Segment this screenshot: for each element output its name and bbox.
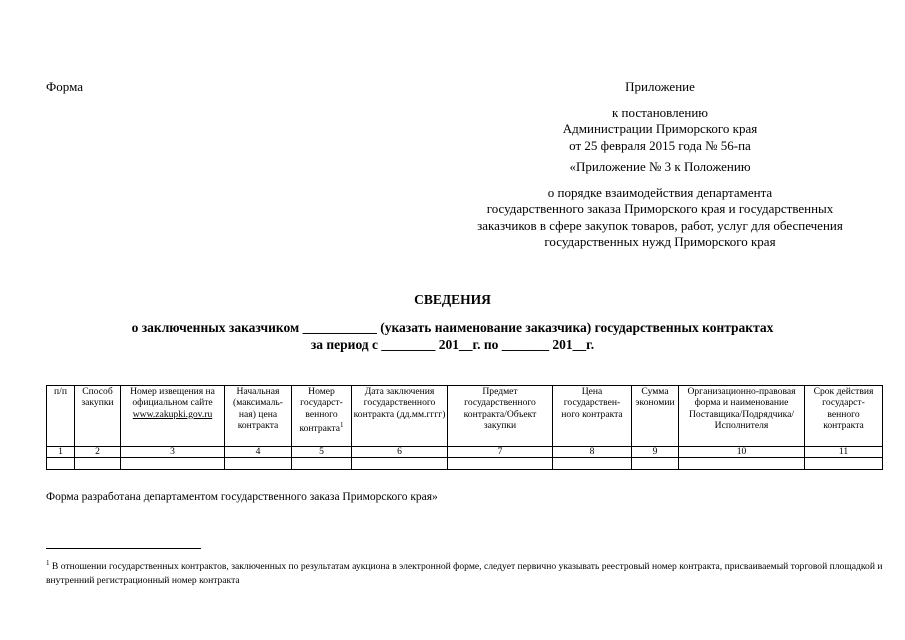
zakupki-link[interactable]: www.zakupki.gov.ru <box>132 408 213 420</box>
column-number: 7 <box>448 447 553 458</box>
appendix-line: государственных нужд Приморского края <box>544 234 776 249</box>
column-header: Сумма экономии <box>632 386 679 447</box>
column-header: Цена государствен- ного контракта <box>553 386 632 447</box>
table-cell <box>553 458 632 470</box>
column-number: 6 <box>352 447 448 458</box>
column-header-text: Номер государст- венного контракта <box>299 386 343 435</box>
appendix-line: Администрации Приморского края <box>562 121 758 136</box>
column-header: Срок действия государст- венного контракта <box>805 386 883 447</box>
column-number: 9 <box>632 447 679 458</box>
table-cell <box>75 458 121 470</box>
table-cell <box>805 458 883 470</box>
footnote <box>46 556 891 588</box>
table-cell <box>352 458 448 470</box>
column-number: 1 <box>47 447 75 458</box>
column-header: Дата заключения государственного контракта (дд.мм.гггг) <box>352 386 448 447</box>
column-header: Начальная (максималь- ная) цена контракта <box>225 386 292 447</box>
table-cell <box>679 458 805 470</box>
document-title: СВЕДЕНИЯ <box>414 292 491 307</box>
table-cell <box>47 458 75 470</box>
appendix-line: о порядке взаимодействия департамента <box>547 184 773 200</box>
column-number: 2 <box>75 447 121 458</box>
appendix-line: от 25 февраля 2015 года № 56-па <box>569 137 751 153</box>
column-number: 10 <box>679 447 805 458</box>
footnote-text: В отношении государственных контрактов, заключенных по результатам аукциона в электронной форме, следует первично указывать реестровый номер контракта, присваиваемый торговой площадкой и внутренний регистрационный номер контракта <box>46 561 883 587</box>
form-label: Форма <box>46 79 83 94</box>
contracts-table <box>46 385 883 470</box>
table-cell <box>225 458 292 470</box>
column-header: п/п <box>47 386 75 447</box>
column-header <box>292 386 352 447</box>
column-header: Способ закупки <box>75 386 121 447</box>
column-number: 3 <box>121 447 225 458</box>
table-empty-row <box>47 458 883 470</box>
column-number: 11 <box>805 447 883 458</box>
column-header: Организационно-правовая форма и наименование Поставщика/Подрядчика/ Исполнителя <box>679 386 805 447</box>
form-note: Форма разработана департаментом государственного заказа Приморского края» <box>46 491 438 503</box>
table-header-row <box>47 386 883 447</box>
footnote-mark: 1 <box>46 559 50 567</box>
footnote-ref: 1 <box>340 420 344 429</box>
appendix-line: государственного заказа Приморского края и государственных <box>486 201 834 216</box>
column-number: 5 <box>292 447 352 458</box>
document-subtitle: о заключенных заказчиком ___________ (указать наименование заказчика) государственных контрактах <box>131 320 774 335</box>
table-number-row <box>47 447 883 458</box>
document-period: за период с ________ 201__г. по _______ 201__г. <box>310 337 595 352</box>
table-cell <box>448 458 553 470</box>
footnote-divider <box>46 548 201 549</box>
appendix-title: Приложение <box>625 79 695 94</box>
appendix-line: к постановлению <box>611 104 709 120</box>
column-header-text: Номер извещения на официальном сайте <box>130 386 215 409</box>
column-header: Предмет государственного контракта/Объект закупки <box>448 386 553 447</box>
table-cell <box>632 458 679 470</box>
column-header <box>121 386 225 447</box>
column-number: 4 <box>225 447 292 458</box>
table-cell <box>121 458 225 470</box>
column-number: 8 <box>553 447 632 458</box>
appendix-block <box>440 79 880 251</box>
appendix-line: «Приложение № 3 к Положению <box>569 159 751 174</box>
table-cell <box>292 458 352 470</box>
appendix-line: заказчиков в сфере закупок товаров, работ, услуг для обеспечения <box>477 217 843 233</box>
